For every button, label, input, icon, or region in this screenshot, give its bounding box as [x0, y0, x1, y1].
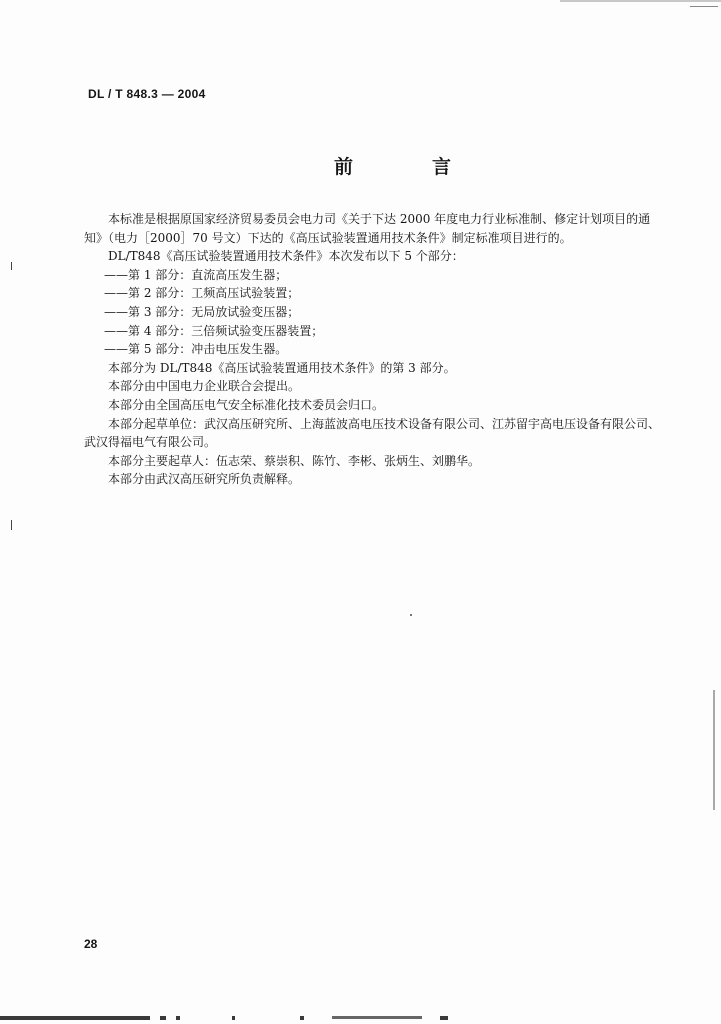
list-item: ——第 4 部分：三倍频试验变压器装置；: [104, 323, 324, 338]
paragraph-interpretation: 本部分由武汉高压研究所负责解释。: [108, 472, 301, 487]
standard-code: DL / T 848.3 — 2004: [88, 87, 206, 101]
paragraph-committee: 本部分由全国高压电气安全标准化技术委员会归口。: [108, 397, 385, 412]
list-item: ——第 2 部分：工频高压试验装置；: [104, 286, 300, 301]
paragraph-proposer: 本部分由中国电力企业联合会提出。: [108, 379, 301, 394]
foreword-body: [84, 210, 664, 489]
list-item: ——第 1 部分：直流高压发生器；: [104, 267, 288, 282]
paragraph-part-number: 本部分为 DL/T848《高压试验装置通用技术条件》的第 3 部分。: [108, 360, 456, 375]
scan-mark-left: [11, 262, 12, 270]
scan-edge-top: [560, 0, 721, 2]
scan-mark-left: [11, 520, 12, 530]
paragraph-drafters: 本部分主要起草人：伍志荣、蔡崇积、陈竹、李彬、张炳生、刘鹏华。: [108, 453, 481, 468]
scan-edge-bottom: [0, 1012, 721, 1024]
list-item: ——第 3 部分：无局放试验变压器；: [104, 304, 300, 319]
paragraph-drafting-units: 本部分起草单位：武汉高压研究所、上海蓝波高电压技术设备有限公司、江苏留宇高电压设备有限公司、武汉得福电气有限公司。: [84, 416, 661, 450]
scan-mark-top: [690, 6, 718, 7]
paragraph-basis: 本标准是根据原国家经济贸易委员会电力司《关于下达 2000 年度电力行业标准制、修定计划项目的通知》（电力［2000］70 号文）下达的《高压试验装置通用技术条件》制定标准项目进行的。: [84, 212, 651, 245]
page-number: 28: [84, 937, 98, 951]
paragraph-parts-intro: DL/T848《高压试验装置通用技术条件》本次发布以下 5 个部分：: [108, 249, 464, 264]
list-item: ——第 5 部分：冲击电压发生器。: [104, 342, 288, 357]
scan-edge-right: [713, 690, 715, 810]
page-title: 前 言: [334, 156, 482, 178]
scan-dot: [410, 614, 412, 616]
